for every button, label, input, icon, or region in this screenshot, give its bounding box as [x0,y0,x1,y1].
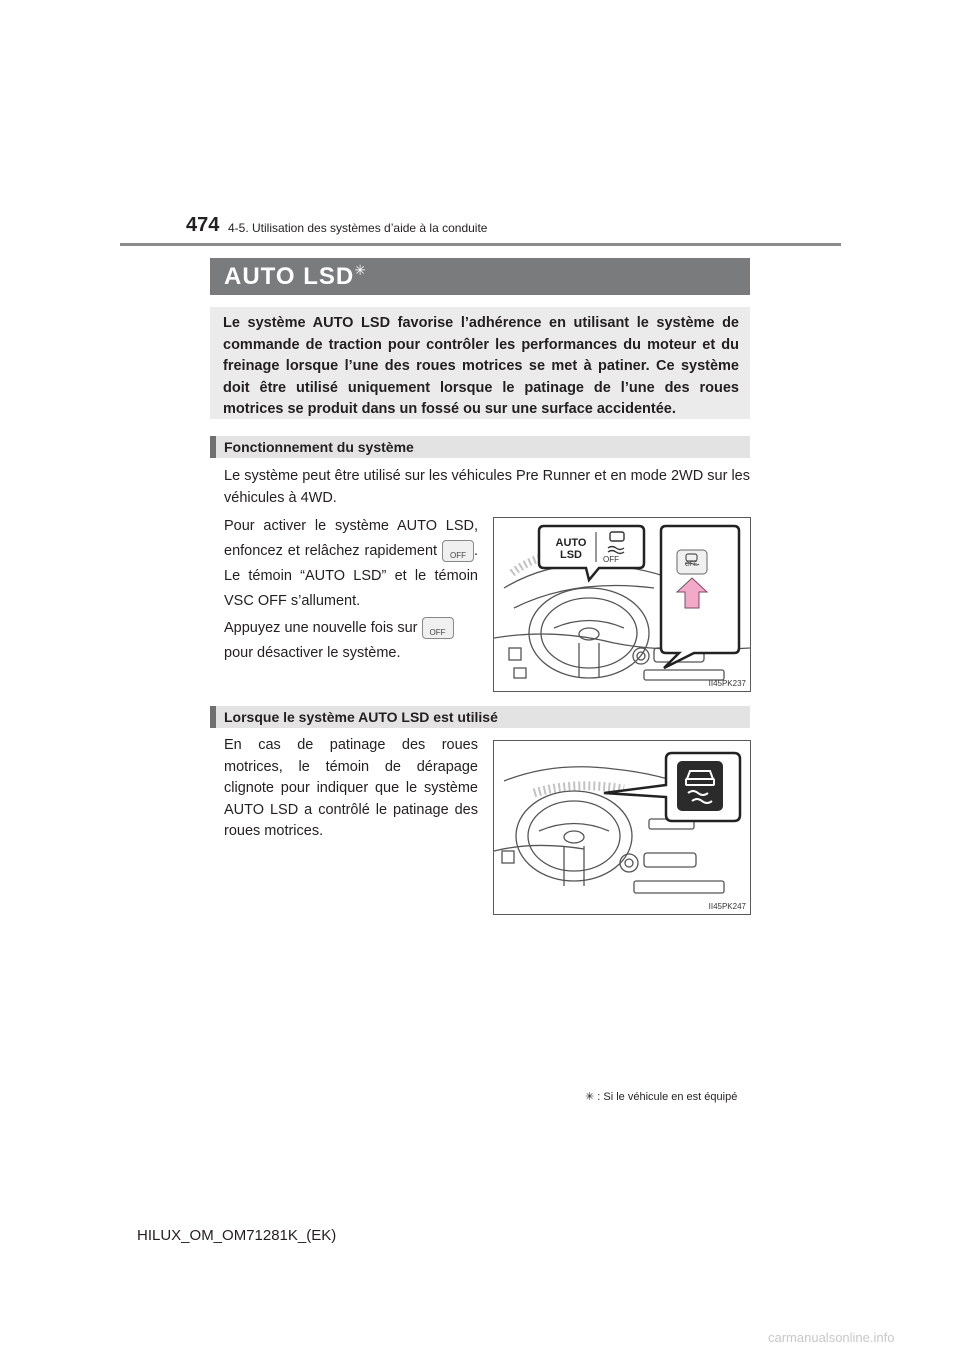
footnote: ✳ : Si le véhicule en est équipé [585,1091,738,1103]
footnote-star-icon: ✳ [585,1091,595,1103]
button-callout [661,526,739,668]
operation-paragraph-2: Pour activer le système AUTO LSD, enfoncez et relâchez rapidement OFF . Le témoin “AUTO LSD” et le témoin VSC OFF s’allument. [224,518,478,609]
dashboard-figure-usage [493,740,751,915]
figure-code: II45PK247 [708,902,746,911]
dashboard-illustration [494,741,750,914]
watermark: carmanualsonline.info [768,1330,895,1345]
dashboard-figure-activation [493,517,751,692]
page-number: 474 [186,214,220,236]
chapter-title: 4-5. Utilisation des systèmes d’aide à la conduite [228,221,488,235]
figure-code: II45PK237 [708,679,746,688]
subsection-heading-label: Lorsque le système AUTO LSD est utilisé [224,709,498,725]
subsection-heading-label: Fonctionnement du système [224,439,414,455]
intro-box [210,307,750,419]
operation-paragraph-3: Appuyez une nouvelle fois sur OFF pour désactiver le système. [224,616,478,666]
header-rule [120,243,841,246]
heading-marker [210,706,216,728]
section-title-bar [210,258,750,295]
button-off-label: OFF [685,562,697,568]
subsection-heading-usage [210,706,750,728]
slip-indicator-callout [604,753,740,821]
callout-auto-lsd-label: AUTO LSD [555,537,587,561]
equipment-star-icon: ✳ [354,262,366,278]
lsd-button-icon: OFF [422,617,454,639]
section-title: AUTO LSD✳ [224,262,366,290]
dashboard-illustration [494,518,750,691]
document-code: HILUX_OM_OM71281K_(EK) [137,1227,337,1244]
callout-off-label: OFF [603,555,619,564]
intro-text: Le système AUTO LSD favorise l’adhérence en utilisant le système de commande de traction pour contrôler les performances du moteur et du freinage lorsque l’une des roues motrices se met à patiner. Ce système doit être utilisé uniquement lorsque le patinage de l’une des roues motrices se produit dans un fossé ou sur une surface accidentée. [223,315,739,417]
heading-marker [210,436,216,458]
subsection-heading-operation [210,436,750,458]
usage-paragraph: En cas de patinage des roues motrices, le témoin de dérapage clignote pour indiquer que le système AUTO LSD a contrôlé le patinage des roues motrices. [224,737,478,839]
lsd-button-icon: OFF [442,540,474,562]
operation-paragraph-1: Le système peut être utilisé sur les véhicules Pre Runner et en mode 2WD sur les véhicules à 4WD. [224,468,750,506]
